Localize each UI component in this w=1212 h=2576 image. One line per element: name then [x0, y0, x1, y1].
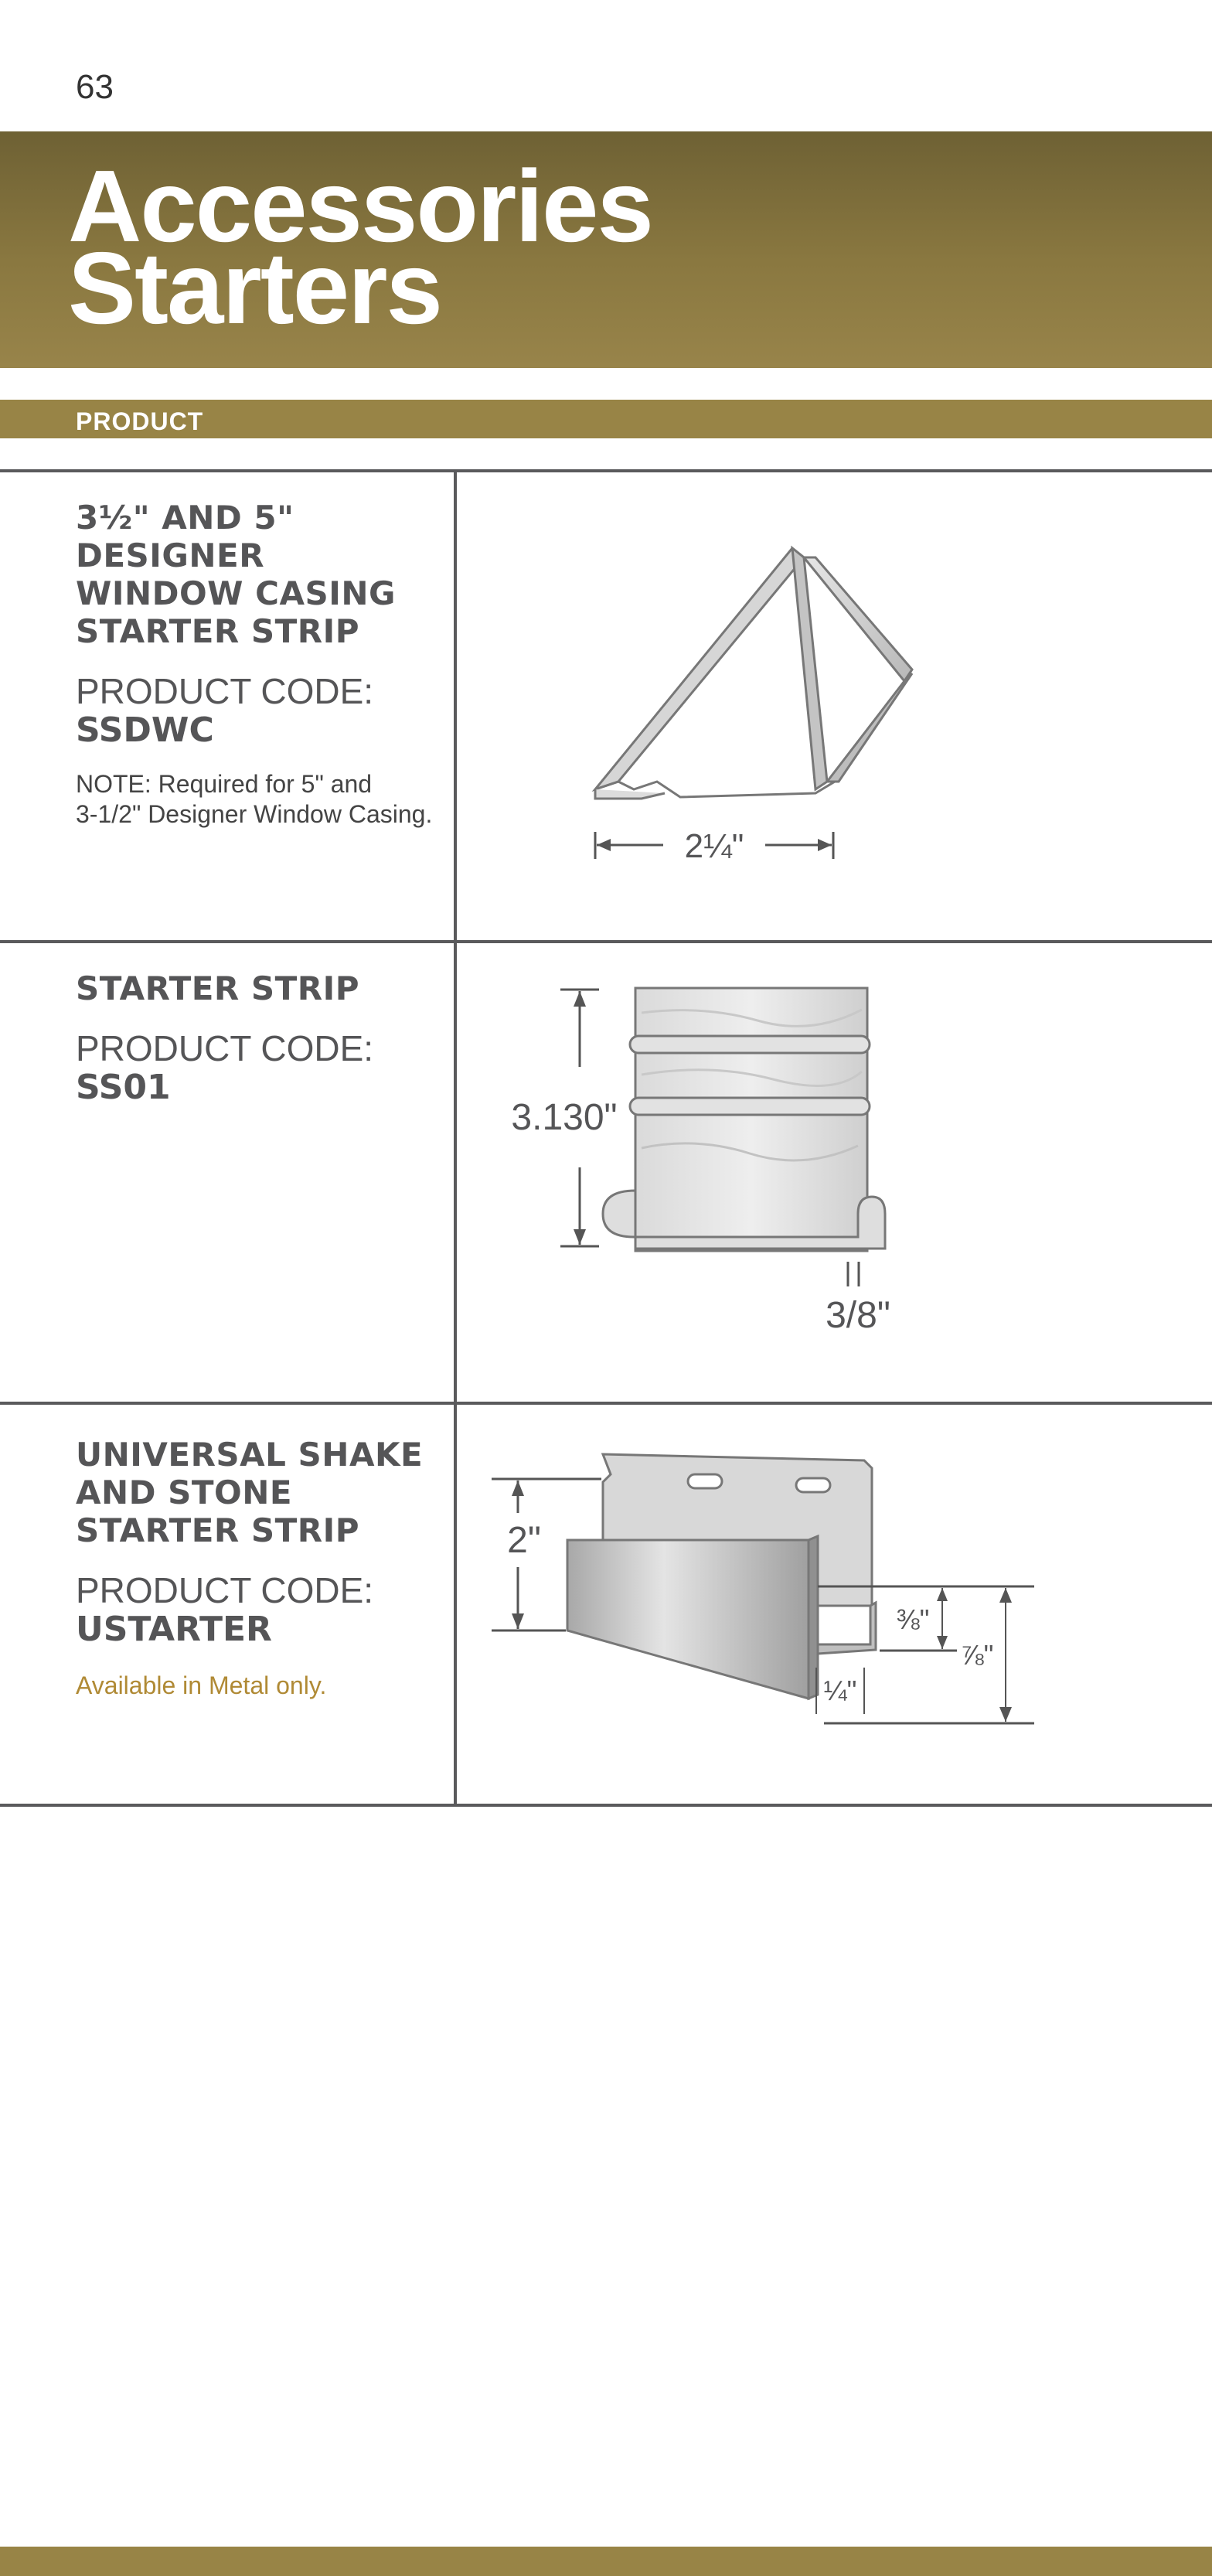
page-title: [68, 149, 652, 345]
product-code: USTARTER: [76, 1610, 272, 1649]
product-name: 3½" AND 5" DESIGNER WINDOW CASING STARTER STRIP: [76, 499, 396, 650]
section-header-bar: [0, 400, 1212, 438]
dimension-lip-label: 3/8": [826, 1295, 890, 1336]
product-name: UNIVERSAL SHAKE AND STONE STARTER STRIP: [76, 1436, 424, 1549]
availability-note: Available in Metal only.: [76, 1671, 327, 1699]
product-name: STARTER STRIP: [76, 969, 360, 1007]
product-row-ustarter: [0, 1405, 1212, 1804]
starter-strip-illustration: [502, 982, 920, 1384]
product-code: SS01: [76, 1068, 171, 1107]
product-note: [76, 769, 439, 830]
dimension-height-label: 2": [507, 1520, 541, 1561]
dimension-gap-label: ¼": [823, 1675, 857, 1706]
footer-bar: [0, 2547, 1212, 2576]
note-line-1: NOTE: Required for 5" and: [76, 770, 373, 798]
note-line-2: 3-1/2" Designer Window Casing.: [76, 800, 433, 828]
title-banner: [0, 131, 1212, 368]
product-row-ss01: [0, 943, 1212, 1402]
product-row-ssdwc: [0, 472, 1212, 940]
product-info: [76, 1436, 439, 1700]
product-info: [76, 499, 439, 830]
product-info: [76, 969, 439, 1108]
product-code-label: PRODUCT CODE:: [76, 1570, 374, 1610]
dimension-depth-label: ⅞": [960, 1639, 994, 1671]
title-line-1: Accessories: [68, 149, 652, 263]
product-code-label: PRODUCT CODE:: [76, 1028, 374, 1068]
page-number: 63: [76, 68, 114, 106]
section-label: PRODUCT: [76, 407, 204, 435]
product-code: SSDWC: [76, 710, 214, 750]
table-bottom-divider: [0, 1804, 1212, 1807]
dimension-channel-label: ⅜": [896, 1603, 930, 1635]
universal-starter-strip-illustration: [485, 1451, 1042, 1768]
product-code-label: PRODUCT CODE:: [76, 671, 374, 711]
casing-starter-strip-illustration: [572, 526, 928, 867]
dimension-width-label: 2¼": [684, 827, 744, 865]
dimension-height-label: 3.130": [511, 1097, 618, 1138]
title-line-2: Starters: [68, 231, 441, 345]
